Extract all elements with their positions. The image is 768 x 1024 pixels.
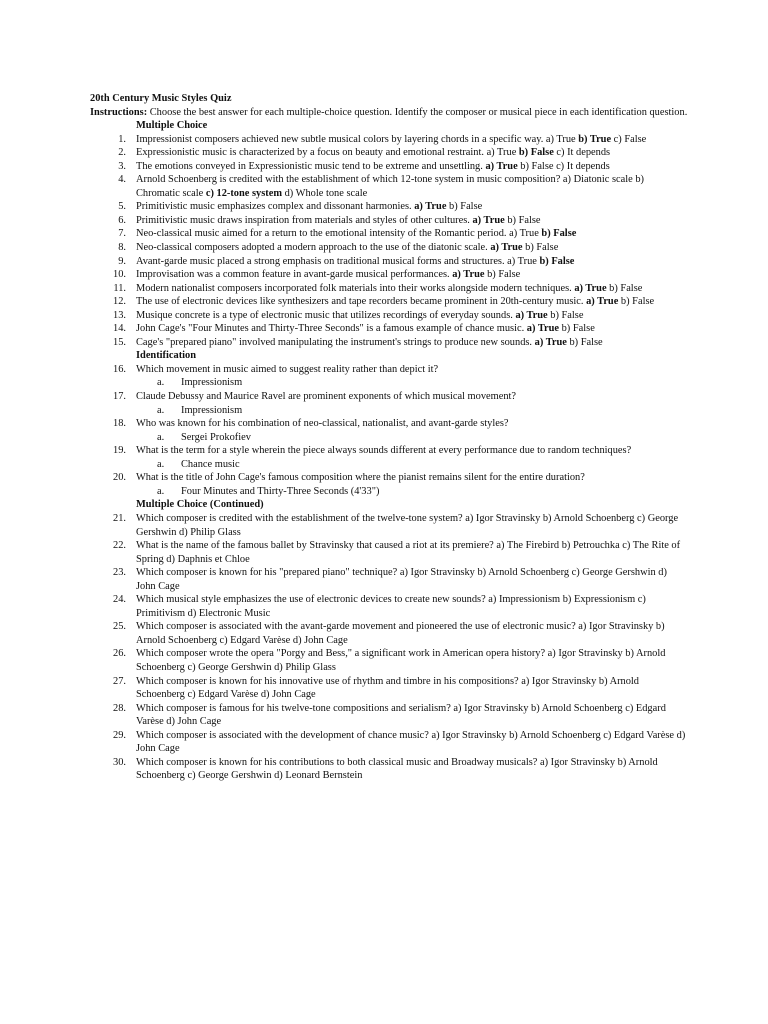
question-text: d) Whole tone scale	[282, 187, 368, 199]
question-number: 21.	[113, 512, 126, 524]
question-item	[90, 620, 688, 647]
question-item	[90, 336, 688, 350]
question-text: b) False c) It depends	[517, 160, 610, 172]
answer-letter: a.	[157, 485, 165, 497]
answer-letter: a.	[157, 431, 165, 443]
correct-answer: b) False	[541, 228, 577, 240]
question-item	[90, 241, 688, 255]
question-text: b) False	[547, 309, 584, 321]
question-text: What is the title of John Cage's famous composition where the pianist remains silent for the entire duration?	[136, 472, 585, 484]
instructions-label: Instructions:	[90, 106, 148, 118]
question-text: Improvisation was a common feature in avant-garde musical performances.	[136, 269, 453, 281]
question-item	[90, 268, 688, 282]
question-text: Which composer is known for his innovative use of rhythm and timbre in his compositions? a) Igor Stravinsky b) Arnold Schoenberg c) Edgard Varèse d) John Cage	[136, 675, 640, 701]
question-text: b) False	[566, 336, 603, 348]
question-number: 2.	[118, 147, 126, 159]
correct-answer: a) True	[526, 323, 560, 335]
answer-letter: a.	[157, 458, 165, 470]
question-number: 13.	[113, 309, 126, 321]
correct-answer: b) False	[539, 255, 575, 267]
question-text: b) False	[606, 282, 643, 294]
question-number: 30.	[113, 756, 126, 768]
question-number: 26.	[113, 648, 126, 660]
question-text: Which composer is associated with the development of chance music? a) Igor Stravinsky b) Arnold Schoenberg c) Edgard Varèse d) John Cage	[136, 729, 686, 755]
correct-answer: a) True	[515, 309, 548, 321]
identification-answer	[90, 404, 688, 418]
question-text: Impressionist composers achieved new subtle musical colors by layering chords in a specific way. a) True	[136, 133, 579, 145]
question-number: 11.	[113, 282, 126, 294]
question-item	[90, 322, 688, 336]
question-text: Musique concrete is a type of electronic music that utilizes recordings of everyday sounds.	[136, 309, 516, 321]
question-text: b) False	[559, 323, 595, 335]
section-heading: Multiple Choice	[136, 120, 208, 132]
question-number: 23.	[113, 567, 126, 579]
question-text: Which composer is associated with the avant-garde movement and pioneered the use of electronic music? a) Igor Stravinsky b) Arnold Schoenberg c) Edgard Varèse d) John Cage	[136, 621, 665, 646]
question-item	[90, 200, 688, 214]
question-number: 8.	[118, 242, 126, 254]
answer-letter: a.	[157, 377, 165, 389]
question-item	[90, 255, 688, 269]
identification-answer	[90, 485, 688, 499]
answer-text: Impressionism	[181, 404, 243, 416]
question-number: 18.	[113, 418, 126, 430]
question-item	[90, 133, 688, 147]
question-item	[90, 593, 688, 620]
instructions-paragraph	[90, 106, 688, 120]
question-item	[90, 282, 688, 296]
question-text: b) False	[618, 296, 655, 308]
question-number: 9.	[118, 255, 126, 267]
question-text: Neo-classical music aimed for a return to the emotional intensity of the Romantic period. a) True	[136, 228, 542, 240]
question-item	[90, 363, 688, 377]
question-number: 29.	[113, 729, 126, 741]
question-number: 4.	[118, 174, 126, 186]
question-number: 22.	[113, 540, 126, 552]
quiz-document	[90, 92, 688, 783]
question-text: b) False	[522, 242, 559, 254]
correct-answer: a) True	[472, 214, 505, 226]
identification-answer	[90, 431, 688, 445]
correct-answer: a) True	[452, 269, 485, 281]
question-item	[90, 417, 688, 431]
question-text: Neo-classical composers adopted a modern approach to the use of the diatonic scale.	[136, 242, 491, 254]
question-text: Which musical style emphasizes the use of electronic devices to create new sounds? a) Impressionism b) Expressionism c) Primitivism d) Electronic Music	[136, 594, 646, 619]
question-text: Claude Debussy and Maurice Ravel are prominent exponents of which musical movement?	[136, 391, 517, 403]
question-item	[90, 214, 688, 228]
question-item	[90, 295, 688, 309]
question-number: 27.	[113, 675, 126, 687]
question-item	[90, 566, 688, 593]
question-item	[90, 702, 688, 729]
question-text: What is the name of the famous ballet by Stravinsky that caused a riot at its premiere? a) The Firebird b) Petrouchka c) The Rite of Spring d) Daphnis et Chloe	[136, 540, 681, 565]
correct-answer: c) 12-tone system	[205, 187, 283, 199]
question-item	[90, 227, 688, 241]
question-item	[90, 390, 688, 404]
question-text: Cage's "prepared piano" involved manipulating the instrument's strings to produce new sounds.	[136, 336, 535, 348]
question-text: What is the term for a style wherein the piece always sounds different at every performance due to random techniques?	[136, 445, 632, 457]
question-text: Which composer is known for his "prepared piano" technique? a) Igor Stravinsky b) Arnold Schoenberg c) George Gershwin d) John Cage	[136, 567, 667, 592]
question-item	[90, 471, 688, 485]
question-text: Primitivistic music draws inspiration from materials and styles of other cultures.	[136, 214, 473, 226]
answer-text: Four Minutes and Thirty-Three Seconds (4'33")	[181, 485, 380, 497]
answer-text: Sergei Prokofiev	[181, 431, 251, 443]
identification-answer	[90, 458, 688, 472]
question-number: 10.	[113, 269, 126, 281]
question-item	[90, 675, 688, 702]
question-text: Expressionistic music is characterized by a focus on beauty and emotional restraint. a) True	[136, 147, 519, 159]
correct-answer: a) True	[534, 336, 567, 348]
question-text: The use of electronic devices like synthesizers and tape recorders became prominent in 20th-century music.	[136, 296, 587, 308]
correct-answer: b) True	[578, 133, 612, 145]
correct-answer: a) True	[485, 160, 518, 172]
correct-answer: a) True	[586, 296, 619, 308]
question-item	[90, 729, 688, 756]
correct-answer: a) True	[490, 242, 523, 254]
question-text: b) False	[504, 214, 541, 226]
question-text: Which composer is credited with the establishment of the twelve-tone system? a) Igor Stravinsky b) Arnold Schoenberg c) George Gershwin d) Philip Glass	[136, 512, 679, 538]
question-text: Which movement in music aimed to suggest reality rather than depict it?	[136, 363, 439, 375]
question-number: 3.	[118, 160, 126, 172]
question-number: 15.	[113, 336, 126, 348]
question-text: Modern nationalist composers incorporated folk materials into their works alongside modern techniques.	[136, 282, 575, 294]
answer-text: Impressionism	[181, 377, 243, 389]
question-number: 1.	[118, 133, 126, 145]
question-text: b) False	[484, 269, 521, 281]
question-number: 14.	[113, 323, 126, 335]
question-number: 24.	[113, 594, 126, 606]
question-text: c) It depends	[553, 147, 611, 159]
question-text: b) False	[446, 201, 483, 213]
question-text: Which composer wrote the opera "Porgy and Bess," a significant work in American opera history? a) Igor Stravinsky b) Arnold Schoenberg c) George Gershwin d) Philip Glass	[136, 648, 666, 673]
question-item	[90, 647, 688, 674]
answer-text: Chance music	[181, 458, 240, 470]
question-text: Which composer is known for his contributions to both classical music and Broadway musicals? a) Igor Stravinsky b) Arnold Schoenberg c) George Gershwin d) Leonard Bernstein	[136, 756, 658, 782]
question-number: 5.	[118, 201, 126, 213]
question-item	[90, 146, 688, 160]
identification-answer	[90, 376, 688, 390]
question-number: 7.	[118, 228, 126, 240]
question-number: 25.	[113, 621, 126, 633]
question-item	[90, 173, 688, 200]
document-title: 20th Century Music Styles Quiz	[90, 93, 232, 104]
correct-answer: b) False	[518, 147, 554, 159]
question-item	[90, 512, 688, 539]
question-number: 12.	[113, 296, 126, 308]
question-text: Avant-garde music placed a strong emphasis on traditional musical forms and structures. a) True	[136, 255, 540, 267]
question-number: 28.	[113, 702, 126, 714]
question-text: c) False	[611, 133, 647, 145]
question-item	[90, 756, 688, 783]
answer-letter: a.	[157, 404, 165, 416]
question-number: 20.	[113, 472, 126, 484]
question-item	[90, 309, 688, 323]
question-text: John Cage's "Four Minutes and Thirty-Three Seconds" is a famous example of chance music.	[136, 323, 527, 335]
question-number: 17.	[113, 391, 126, 403]
quiz-body	[90, 119, 688, 783]
question-text: Who was known for his combination of neo-classical, nationalist, and avant-garde styles?	[136, 418, 509, 430]
question-number: 6.	[118, 214, 126, 226]
question-number: 16.	[113, 363, 126, 375]
question-text: Arnold Schoenberg is credited with the establishment of which 12-tone system in music composition? a) Diatonic scale b) Chromatic scale	[136, 174, 644, 199]
question-text: Which composer is famous for his twelve-tone compositions and serialism? a) Igor Stravinsky b) Arnold Schoenberg c) Edgard Varèse d) John Cage	[136, 702, 666, 728]
question-text: The emotions conveyed in Expressionistic music tend to be extreme and unsettling.	[136, 160, 486, 172]
question-item	[90, 444, 688, 458]
section-heading: Identification	[136, 350, 197, 362]
section-heading: Multiple Choice (Continued)	[136, 499, 264, 511]
question-number: 19.	[113, 445, 126, 457]
question-text: Primitivistic music emphasizes complex and dissonant harmonies.	[136, 201, 415, 213]
correct-answer: a) True	[574, 282, 607, 294]
instructions-text: Choose the best answer for each multiple-choice question. Identify the composer or musical piece in each identification question.	[147, 106, 688, 118]
question-item	[90, 539, 688, 566]
correct-answer: a) True	[414, 201, 447, 213]
question-item	[90, 160, 688, 174]
